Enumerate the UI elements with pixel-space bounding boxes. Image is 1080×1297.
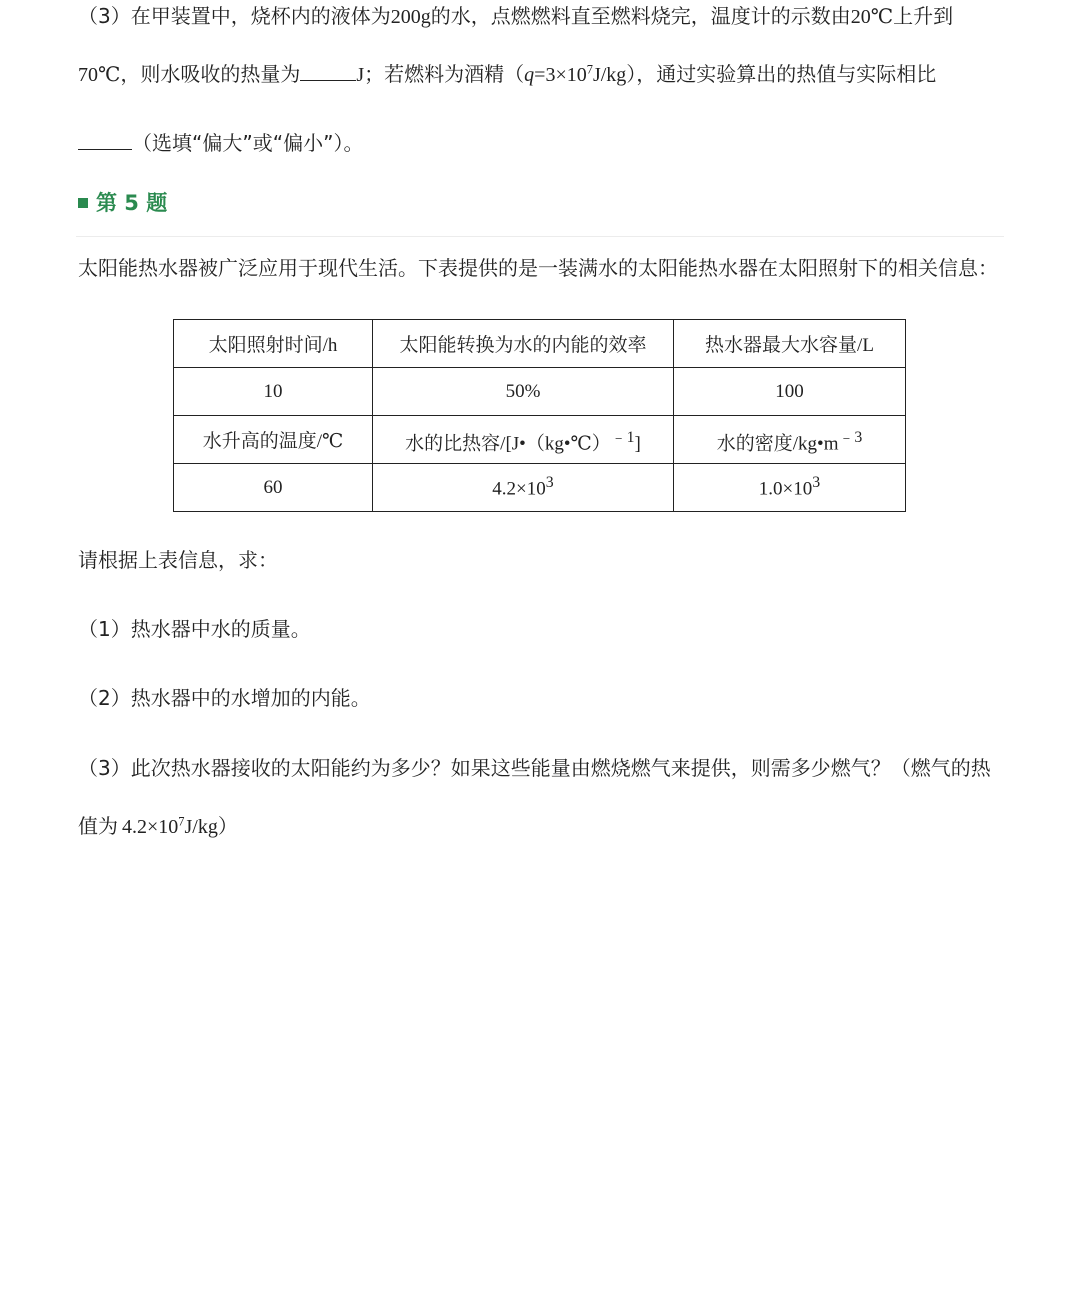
- question-heading: [78, 188, 167, 218]
- table-cell: [674, 416, 906, 464]
- sub-question-2: （2）热水器中的水增加的内能。: [78, 686, 371, 710]
- exponent: 7: [586, 62, 593, 77]
- text-run: 4.2×10: [122, 816, 179, 838]
- exponent: ﹣3: [838, 428, 863, 446]
- table-cell: [373, 464, 674, 512]
- sub-question-3-continued: [78, 812, 238, 841]
- cell-text: ]: [634, 433, 641, 455]
- table-cell: 水升高的温度/℃: [174, 416, 373, 464]
- table-cell: 10: [174, 368, 373, 416]
- exponent: ﹣1: [610, 428, 635, 446]
- table-cell: [373, 416, 674, 464]
- answer-blank-compare[interactable]: [78, 131, 132, 150]
- text-run: （3）在甲装置中，烧杯内的液体为: [78, 4, 391, 28]
- text-run: J；若燃料为酒精（: [356, 64, 525, 86]
- cell-text: 水的比热容/[J•（kg•℃）: [405, 433, 611, 455]
- q4-part3-line1: [78, 2, 953, 31]
- info-table: [173, 319, 906, 512]
- text-run: ，通过实验算出的热值与实际相比: [636, 62, 937, 86]
- exponent: 3: [545, 474, 554, 492]
- table-cell: 太阳能转换为水的内能的效率: [373, 320, 674, 368]
- heading-text: 第 5 题: [96, 191, 168, 215]
- cell-text: 1.0×10: [758, 478, 813, 500]
- cell-text: 水的密度/kg•m: [716, 433, 839, 455]
- table-cell: [674, 464, 906, 512]
- text-run: 上升到: [893, 4, 954, 28]
- text-run: 70℃: [78, 64, 121, 86]
- table-cell: 热水器最大水容量/L: [674, 320, 906, 368]
- table-cell: 50%: [373, 368, 674, 416]
- table-row: [174, 320, 906, 368]
- sub-question-3: （3）此次热水器接收的太阳能约为多少？如果这些能量由燃烧燃气来提供，则需多少燃气？（燃气的热: [78, 756, 991, 780]
- divider: [76, 236, 1004, 237]
- q4-part3-line3: [78, 129, 363, 157]
- table-row: [174, 368, 906, 416]
- table-row: [174, 416, 906, 464]
- ask-line: 请根据上表信息，求：: [78, 548, 278, 572]
- table-cell: 太阳照射时间/h: [174, 320, 373, 368]
- text-run: 20℃: [850, 6, 894, 28]
- text-run: =3×10: [534, 64, 587, 86]
- exponent: 7: [178, 814, 185, 829]
- q4-part3-line2: [78, 60, 936, 89]
- text-run: （选填“偏大”或“偏小”）。: [132, 131, 364, 155]
- text-run: 值为: [78, 814, 118, 838]
- text-run: J/kg）: [592, 64, 637, 86]
- text-run: 的水，点燃燃料直至燃料烧完，温度计的示数由: [430, 4, 851, 28]
- text-run: ，则水吸收的热量为: [120, 62, 301, 86]
- question-intro: 太阳能热水器被广泛应用于现代生活。下表提供的是一装满水的太阳能热水器在太阳照射下的相关信息：: [78, 256, 998, 280]
- cell-text: 4.2×10: [492, 478, 546, 500]
- table-cell: 60: [174, 464, 373, 512]
- text-run: 200g: [390, 6, 431, 28]
- square-bullet-icon: [78, 198, 88, 208]
- sub-question-1: （1）热水器中水的质量。: [78, 617, 311, 641]
- table-row: [174, 464, 906, 512]
- text-run: J/kg）: [184, 816, 238, 838]
- exponent: 3: [812, 474, 821, 492]
- text-run: q: [524, 64, 535, 86]
- table-cell: 100: [674, 368, 906, 416]
- answer-blank-heat[interactable]: [300, 62, 356, 81]
